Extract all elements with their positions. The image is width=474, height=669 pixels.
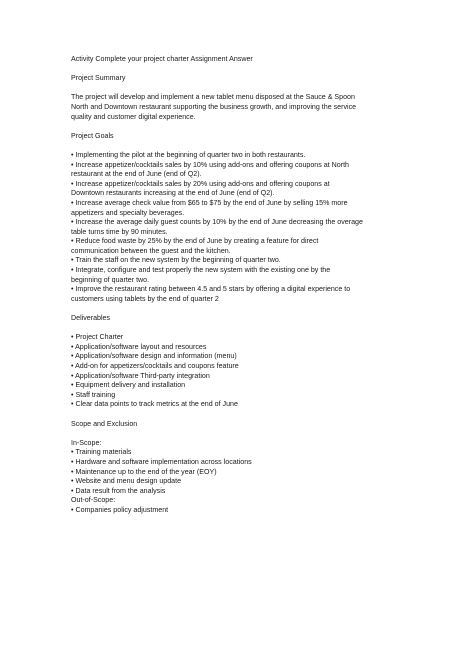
- deliverable-item: • Application/software Third-party integration: [71, 371, 210, 380]
- in-scope-label: In-Scope:: [71, 438, 102, 447]
- deliverables-list: [71, 333, 406, 410]
- in-scope-item: • Training materials: [71, 448, 132, 457]
- document-content: [71, 55, 406, 516]
- scope-list: [71, 439, 406, 516]
- deliverable-item: • Application/software design and information (menu): [71, 352, 237, 361]
- deliverable-item: • Add-on for appetizers/cocktails and coupons feature: [71, 362, 239, 370]
- spacer: [71, 410, 406, 420]
- goal-line: customers using tablets by the end of quarter 2: [71, 294, 219, 303]
- in-scope-item: • Hardware and software implementation across locations: [71, 457, 252, 466]
- project-goals-list: [71, 151, 406, 305]
- deliverable-item: • Equipment delivery and installation: [71, 381, 186, 390]
- scope-heading: Scope and Exclusion: [71, 419, 138, 428]
- goal-line: beginning of quarter two.: [71, 275, 150, 284]
- goal-line: communication between the guest and the kitchen.: [71, 246, 231, 255]
- goal-line: • Increase average check value from $65 to $75 by the end of June by selling 15% more: [71, 198, 348, 207]
- out-scope-label: Out-of-Scope:: [71, 496, 116, 505]
- summary-line: The project will develop and implement a new tablet menu disposed at the Sauce & Spoon: [71, 93, 355, 102]
- spacer: [71, 429, 406, 439]
- spacer: [71, 65, 406, 75]
- spacer: [71, 84, 406, 94]
- goal-line: • Integrate, configure and test properly the new system with the existing one by the: [71, 266, 331, 275]
- deliverables-heading: Deliverables: [71, 314, 111, 323]
- deliverable-item: • Application/software layout and resources: [71, 342, 207, 351]
- goal-line: Downtown restaurants increasing at the end of June (end of Q2).: [71, 189, 275, 198]
- in-scope-item: • Data result from the analysis: [71, 486, 166, 495]
- in-scope-item: • Maintenance up to the end of the year (EOY): [71, 467, 217, 476]
- goal-line: • Increase appetizer/cocktails sales by 20% using add-ons and offering coupons at: [71, 179, 330, 188]
- goal-line: • Implementing the pilot at the beginning of quarter two in both restaurants.: [71, 150, 306, 159]
- spacer: [71, 304, 406, 314]
- document-title: Activity Complete your project charter Assignment Answer: [71, 55, 253, 63]
- goal-line: • Increase the average daily guest counts by 10% by the end of June decreasing the overage: [71, 218, 363, 227]
- goal-line: restaurant at the end of June (end of Q2).: [71, 170, 202, 179]
- deliverable-item: • Project Charter: [71, 333, 124, 342]
- goal-line: appetizers and specialty beverages.: [71, 208, 185, 217]
- goal-line: • Improve the restaurant rating between 4.5 and 5 stars by offering a digital experience to: [71, 285, 351, 294]
- deliverable-item: • Clear data points to track metrics at the end of June: [71, 400, 238, 409]
- goal-line: • Reduce food waste by 25% by the end of June by creating a feature for direct: [71, 237, 319, 246]
- summary-line: North and Downtown restaurant supporting the business growth, and improving the service: [71, 102, 357, 111]
- goal-line: • Train the staff on the new system by the beginning of quarter two.: [71, 256, 281, 265]
- project-summary-body: [71, 93, 406, 122]
- spacer: [71, 324, 406, 334]
- deliverable-item: • Staff training: [71, 390, 116, 399]
- out-scope-item: • Companies policy adjustment: [71, 505, 169, 514]
- summary-line: quality and customer digital experience.: [71, 112, 196, 121]
- spacer: [71, 122, 406, 132]
- spacer: [71, 141, 406, 151]
- project-summary-heading: Project Summary: [71, 74, 126, 83]
- goal-line: table turns time by 90 minutes.: [71, 227, 168, 236]
- goal-line: • Increase appetizer/cocktails sales by 10% using add-ons and offering coupons at North: [71, 160, 349, 169]
- in-scope-item: • Website and menu design update: [71, 477, 182, 486]
- project-goals-heading: Project Goals: [71, 131, 114, 140]
